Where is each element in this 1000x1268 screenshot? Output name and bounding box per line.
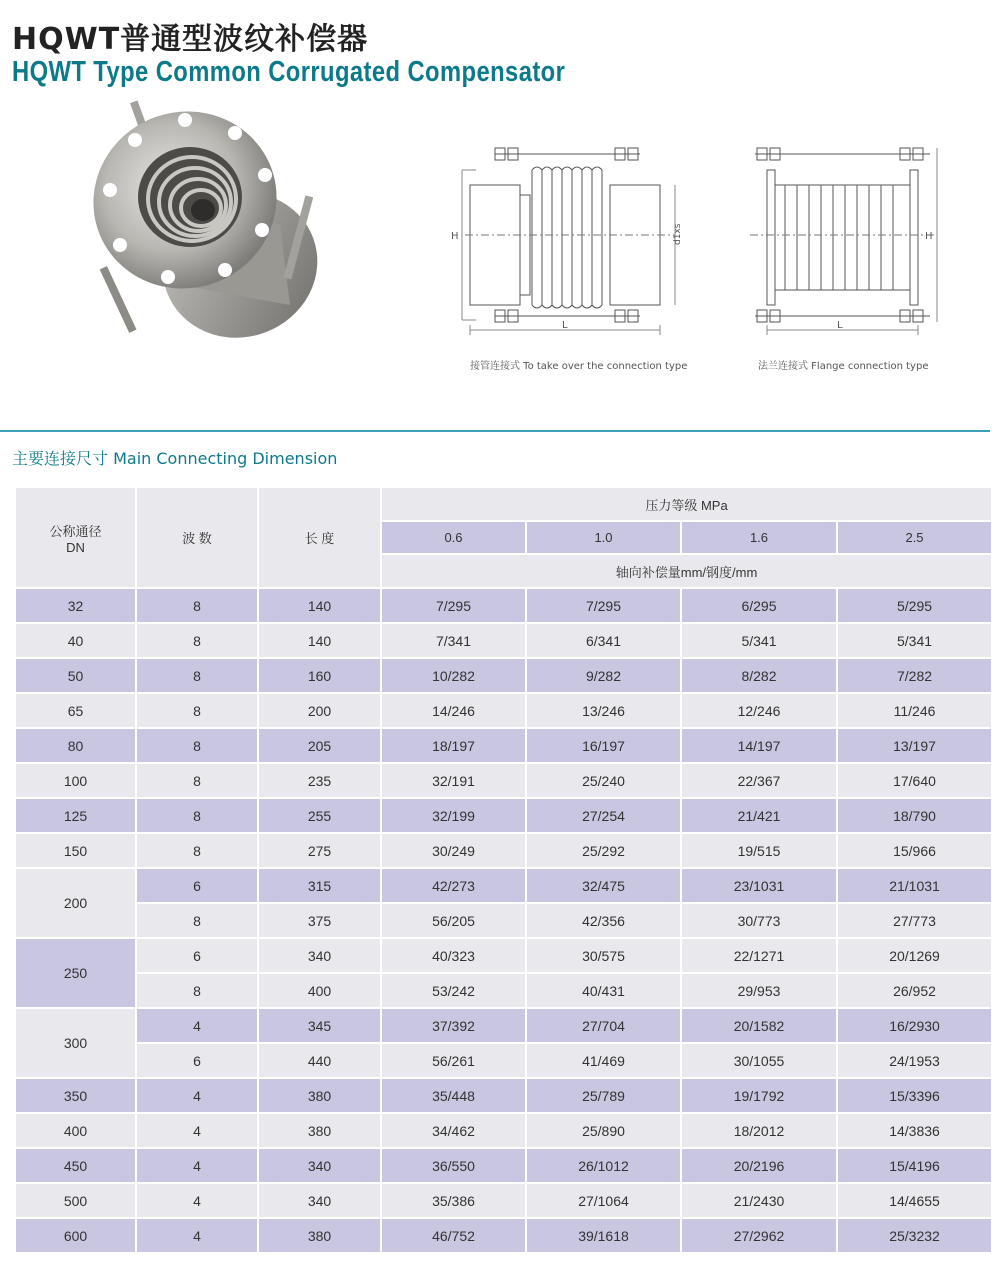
dim-d-label: d1xs [673,223,683,245]
dim-l-label: L [837,320,843,331]
table-row [15,833,992,868]
cell-dn: 450 [15,1148,136,1183]
cell-value: 27/1064 [526,1183,681,1218]
table-row [15,938,992,973]
cell-dn: 125 [15,798,136,833]
table-row [15,1113,992,1148]
cell-waves: 8 [136,588,258,623]
flange-connection-caption: 法兰连接式 Flange connection type [758,361,929,372]
cell-value: 27/2962 [681,1218,837,1253]
cell-value: 7/282 [837,658,992,693]
cell-waves: 4 [136,1113,258,1148]
table-row [15,1148,992,1183]
cell-value: 34/462 [381,1113,526,1148]
cell-dn: 80 [15,728,136,763]
table-row [15,693,992,728]
header-dn-cn: 公称通径 [49,523,102,539]
dim-h-label: H [925,231,933,242]
cell-dn: 100 [15,763,136,798]
cell-value: 7/295 [381,588,526,623]
cell-waves: 8 [136,693,258,728]
cell-value: 15/4196 [837,1148,992,1183]
cell-dn: 600 [15,1218,136,1253]
cell-dn: 32 [15,588,136,623]
cell-value: 9/282 [526,658,681,693]
table-row [15,658,992,693]
cell-value: 56/261 [381,1043,526,1078]
page-title-english: HQWT Type Common Corrugated Compensator [12,56,566,88]
cell-value: 22/1271 [681,938,837,973]
cell-value: 53/242 [381,973,526,1008]
cell-waves: 4 [136,1148,258,1183]
cell-value: 14/4655 [837,1183,992,1218]
cell-value: 24/1953 [837,1043,992,1078]
table-row [15,728,992,763]
section-divider [0,430,990,432]
cell-waves: 8 [136,833,258,868]
cell-length: 440 [258,1043,381,1078]
cell-value: 23/1031 [681,868,837,903]
table-row [15,1078,992,1113]
cell-length: 315 [258,868,381,903]
cell-value: 5/341 [681,623,837,658]
cell-value: 11/246 [837,693,992,728]
table-row [15,763,992,798]
cell-value: 35/448 [381,1078,526,1113]
cell-waves: 8 [136,623,258,658]
cell-value: 25/789 [526,1078,681,1113]
cell-waves: 6 [136,938,258,973]
cell-value: 40/431 [526,973,681,1008]
header-length: 长 度 [258,487,381,588]
header-pressure-value: 1.0 [526,521,681,554]
cell-value: 26/1012 [526,1148,681,1183]
cell-value: 35/386 [381,1183,526,1218]
cell-dn: 500 [15,1183,136,1218]
pipe-connection-caption: 接管连接式 To take over the connection type [470,361,688,372]
cell-value: 37/392 [381,1008,526,1043]
cell-length: 140 [258,623,381,658]
section-title: 主要连接尺寸 Main Connecting Dimension [12,449,338,468]
cell-value: 32/475 [526,868,681,903]
cell-waves: 6 [136,1043,258,1078]
cell-value: 27/254 [526,798,681,833]
cell-value: 30/575 [526,938,681,973]
table-row [15,903,992,938]
cell-value: 42/356 [526,903,681,938]
cell-length: 255 [258,798,381,833]
cell-length: 205 [258,728,381,763]
cell-value: 15/966 [837,833,992,868]
cell-value: 36/550 [381,1148,526,1183]
cell-length: 345 [258,1008,381,1043]
cell-dn: 50 [15,658,136,693]
cell-waves: 8 [136,763,258,798]
cell-value: 42/273 [381,868,526,903]
cell-length: 380 [258,1218,381,1253]
product-photo [90,95,340,345]
cell-value: 6/295 [681,588,837,623]
cell-value: 21/1031 [837,868,992,903]
cell-value: 10/282 [381,658,526,693]
cell-value: 56/205 [381,903,526,938]
header-pressure: 压力等级 MPa [381,487,992,521]
dim-l-label: L [562,320,568,331]
cell-waves: 8 [136,973,258,1008]
cell-dn: 200 [15,868,136,938]
cell-dn: 40 [15,623,136,658]
cell-value: 17/640 [837,763,992,798]
table-row [15,1043,992,1078]
cell-value: 14/3836 [837,1113,992,1148]
cell-waves: 8 [136,903,258,938]
cell-waves: 4 [136,1078,258,1113]
cell-dn: 150 [15,833,136,868]
cell-value: 16/2930 [837,1008,992,1043]
cell-length: 340 [258,1148,381,1183]
cell-waves: 8 [136,658,258,693]
cell-dn: 400 [15,1113,136,1148]
cell-value: 41/469 [526,1043,681,1078]
cell-value: 20/1269 [837,938,992,973]
page-title-chinese: HQWT普通型波纹补偿器 [12,22,369,57]
cell-waves: 4 [136,1218,258,1253]
table-row [15,1008,992,1043]
cell-value: 25/3232 [837,1218,992,1253]
cell-dn: 350 [15,1078,136,1113]
header-dn [15,487,136,588]
cell-length: 275 [258,833,381,868]
cell-value: 30/773 [681,903,837,938]
cell-value: 8/282 [681,658,837,693]
cell-value: 13/246 [526,693,681,728]
pipe-connection-diagram [440,130,690,345]
cell-value: 7/341 [381,623,526,658]
cell-waves: 8 [136,798,258,833]
cell-value: 21/2430 [681,1183,837,1218]
dim-h-label: H [451,231,459,242]
cell-length: 235 [258,763,381,798]
cell-value: 22/367 [681,763,837,798]
header-waves: 波 数 [136,487,258,588]
dimension-table [14,486,993,1254]
cell-value: 12/246 [681,693,837,728]
cell-value: 13/197 [837,728,992,763]
cell-value: 14/197 [681,728,837,763]
cell-length: 140 [258,588,381,623]
cell-dn: 300 [15,1008,136,1078]
cell-value: 25/292 [526,833,681,868]
cell-length: 380 [258,1113,381,1148]
cell-dn: 250 [15,938,136,1008]
cell-value: 20/1582 [681,1008,837,1043]
cell-length: 380 [258,1078,381,1113]
header-pressure-value: 0.6 [381,521,526,554]
cell-waves: 4 [136,1183,258,1218]
cell-value: 5/341 [837,623,992,658]
cell-waves: 6 [136,868,258,903]
table-row [15,868,992,903]
cell-value: 18/790 [837,798,992,833]
header-pressure-value: 1.6 [681,521,837,554]
flange-connection-diagram [745,130,945,345]
cell-value: 16/197 [526,728,681,763]
cell-value: 46/752 [381,1218,526,1253]
cell-length: 340 [258,938,381,973]
table-row [15,1218,992,1253]
cell-value: 39/1618 [526,1218,681,1253]
cell-value: 7/295 [526,588,681,623]
cell-value: 26/952 [837,973,992,1008]
cell-value: 20/2196 [681,1148,837,1183]
cell-waves: 4 [136,1008,258,1043]
cell-value: 30/249 [381,833,526,868]
header-compensation: 轴向补偿量mm/钢度/mm [381,554,992,588]
cell-value: 19/515 [681,833,837,868]
cell-value: 18/2012 [681,1113,837,1148]
cell-value: 14/246 [381,693,526,728]
cell-value: 5/295 [837,588,992,623]
cell-value: 15/3396 [837,1078,992,1113]
table-row [15,623,992,658]
cell-length: 200 [258,693,381,728]
cell-dn: 65 [15,693,136,728]
cell-length: 340 [258,1183,381,1218]
header-dn-en: DN [66,539,85,555]
cell-value: 29/953 [681,973,837,1008]
cell-value: 27/773 [837,903,992,938]
cell-length: 160 [258,658,381,693]
table-row [15,798,992,833]
cell-length: 400 [258,973,381,1008]
cell-length: 375 [258,903,381,938]
header-pressure-value: 2.5 [837,521,992,554]
cell-value: 19/1792 [681,1078,837,1113]
cell-value: 30/1055 [681,1043,837,1078]
table-row [15,973,992,1008]
cell-value: 25/890 [526,1113,681,1148]
cell-value: 25/240 [526,763,681,798]
cell-value: 18/197 [381,728,526,763]
cell-value: 27/704 [526,1008,681,1043]
cell-value: 21/421 [681,798,837,833]
cell-value: 32/199 [381,798,526,833]
cell-waves: 8 [136,728,258,763]
table-row [15,588,992,623]
cell-value: 32/191 [381,763,526,798]
table-row [15,1183,992,1218]
cell-value: 40/323 [381,938,526,973]
cell-value: 6/341 [526,623,681,658]
